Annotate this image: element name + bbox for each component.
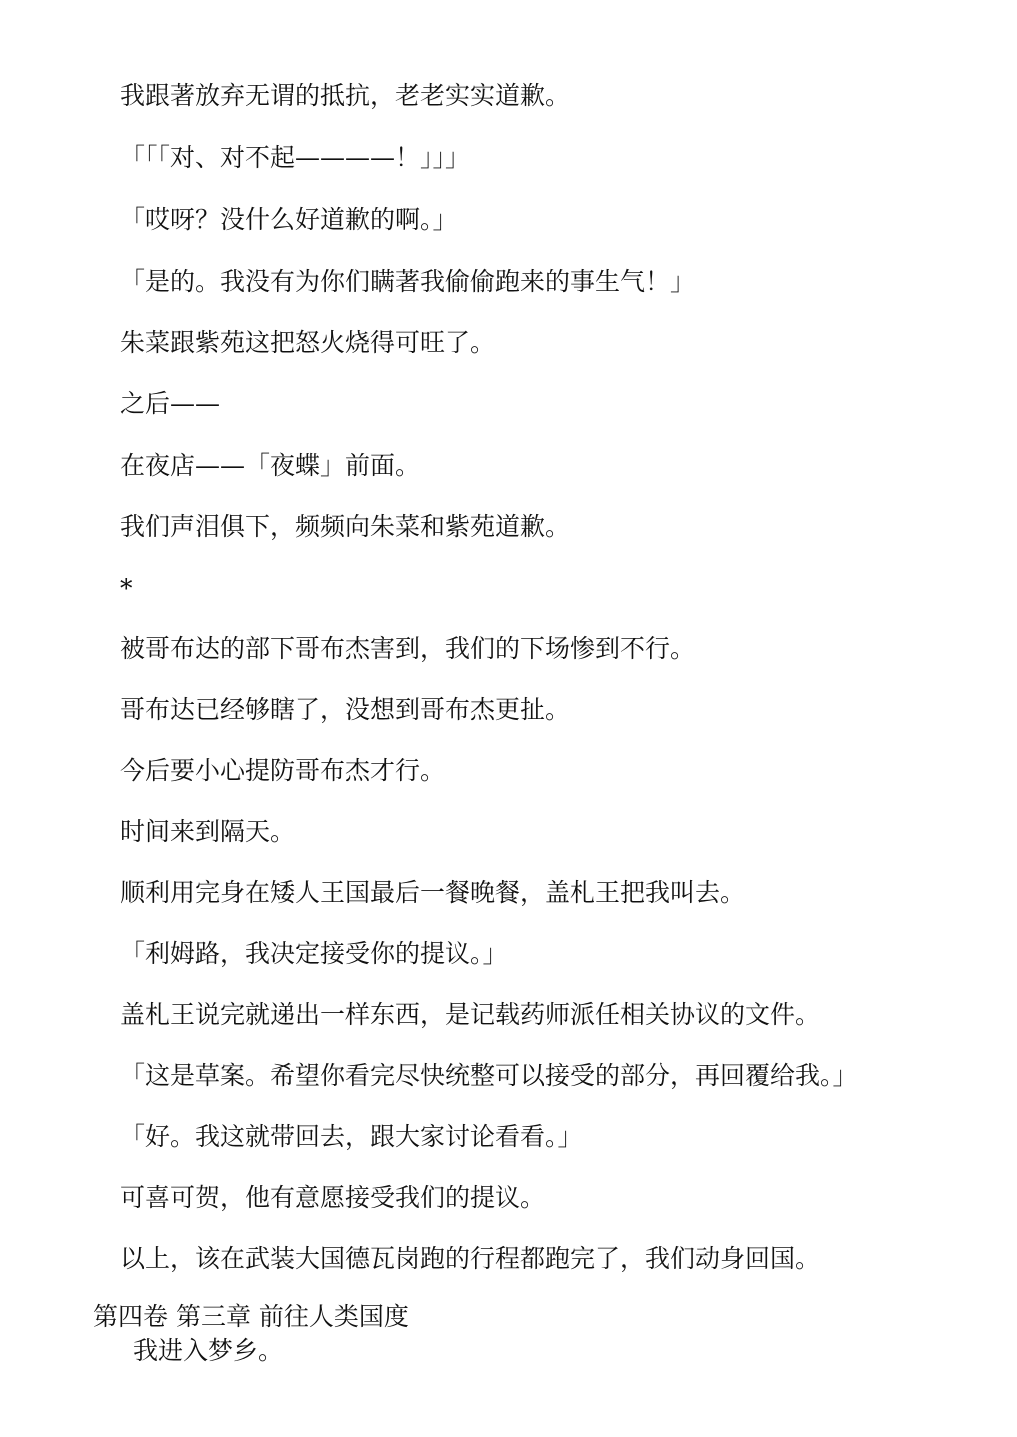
paragraph: 「利姆路，我决定接受你的提议。」 bbox=[120, 939, 508, 968]
paragraph: 在夜店——「夜蝶」前面。 bbox=[120, 451, 421, 480]
paragraph: 「哎呀？没什么好道歉的啊。」 bbox=[120, 205, 458, 234]
chapter-title: 第四卷 第三章 前往人类国度 bbox=[93, 1302, 409, 1331]
paragraph: 「这是草案。希望你看完尽快统整可以接受的部分，再回覆给我。」 bbox=[120, 1061, 858, 1090]
paragraph: 今后要小心提防哥布杰才行。 bbox=[120, 756, 446, 785]
chapter-first-line: 我进入梦乡。 bbox=[133, 1336, 284, 1365]
paragraph: 「好。我这就带回去，跟大家讨论看看。」 bbox=[120, 1122, 583, 1151]
paragraph: 之后—— bbox=[120, 389, 221, 418]
paragraph: 「是的。我没有为你们瞒著我偷偷跑来的事生气！」 bbox=[120, 267, 696, 296]
paragraph: 时间来到隔天。 bbox=[120, 817, 296, 846]
paragraph: 「「「对、对不起————！」」」 bbox=[120, 143, 471, 172]
paragraph: 被哥布达的部下哥布杰害到，我们的下场惨到不行。 bbox=[120, 634, 696, 663]
paragraph: 我们声泪俱下，频频向朱菜和紫苑道歉。 bbox=[120, 512, 571, 541]
paragraph: 以上，该在武装大国德瓦岗跑的行程都跑完了，我们动身回国。 bbox=[120, 1244, 821, 1273]
scene-break: * bbox=[120, 574, 133, 603]
paragraph: 哥布达已经够瞎了，没想到哥布杰更扯。 bbox=[120, 695, 571, 724]
paragraph: 我跟著放弃无谓的抵抗，老老实实道歉。 bbox=[120, 81, 571, 110]
paragraph: 顺利用完身在矮人王国最后一餐晚餐，盖札王把我叫去。 bbox=[120, 878, 746, 907]
paragraph: 盖札王说完就递出一样东西，是记载药师派任相关协议的文件。 bbox=[120, 1000, 821, 1029]
paragraph: 可喜可贺，他有意愿接受我们的提议。 bbox=[120, 1183, 546, 1212]
paragraph: 朱菜跟紫苑这把怒火烧得可旺了。 bbox=[120, 328, 496, 357]
